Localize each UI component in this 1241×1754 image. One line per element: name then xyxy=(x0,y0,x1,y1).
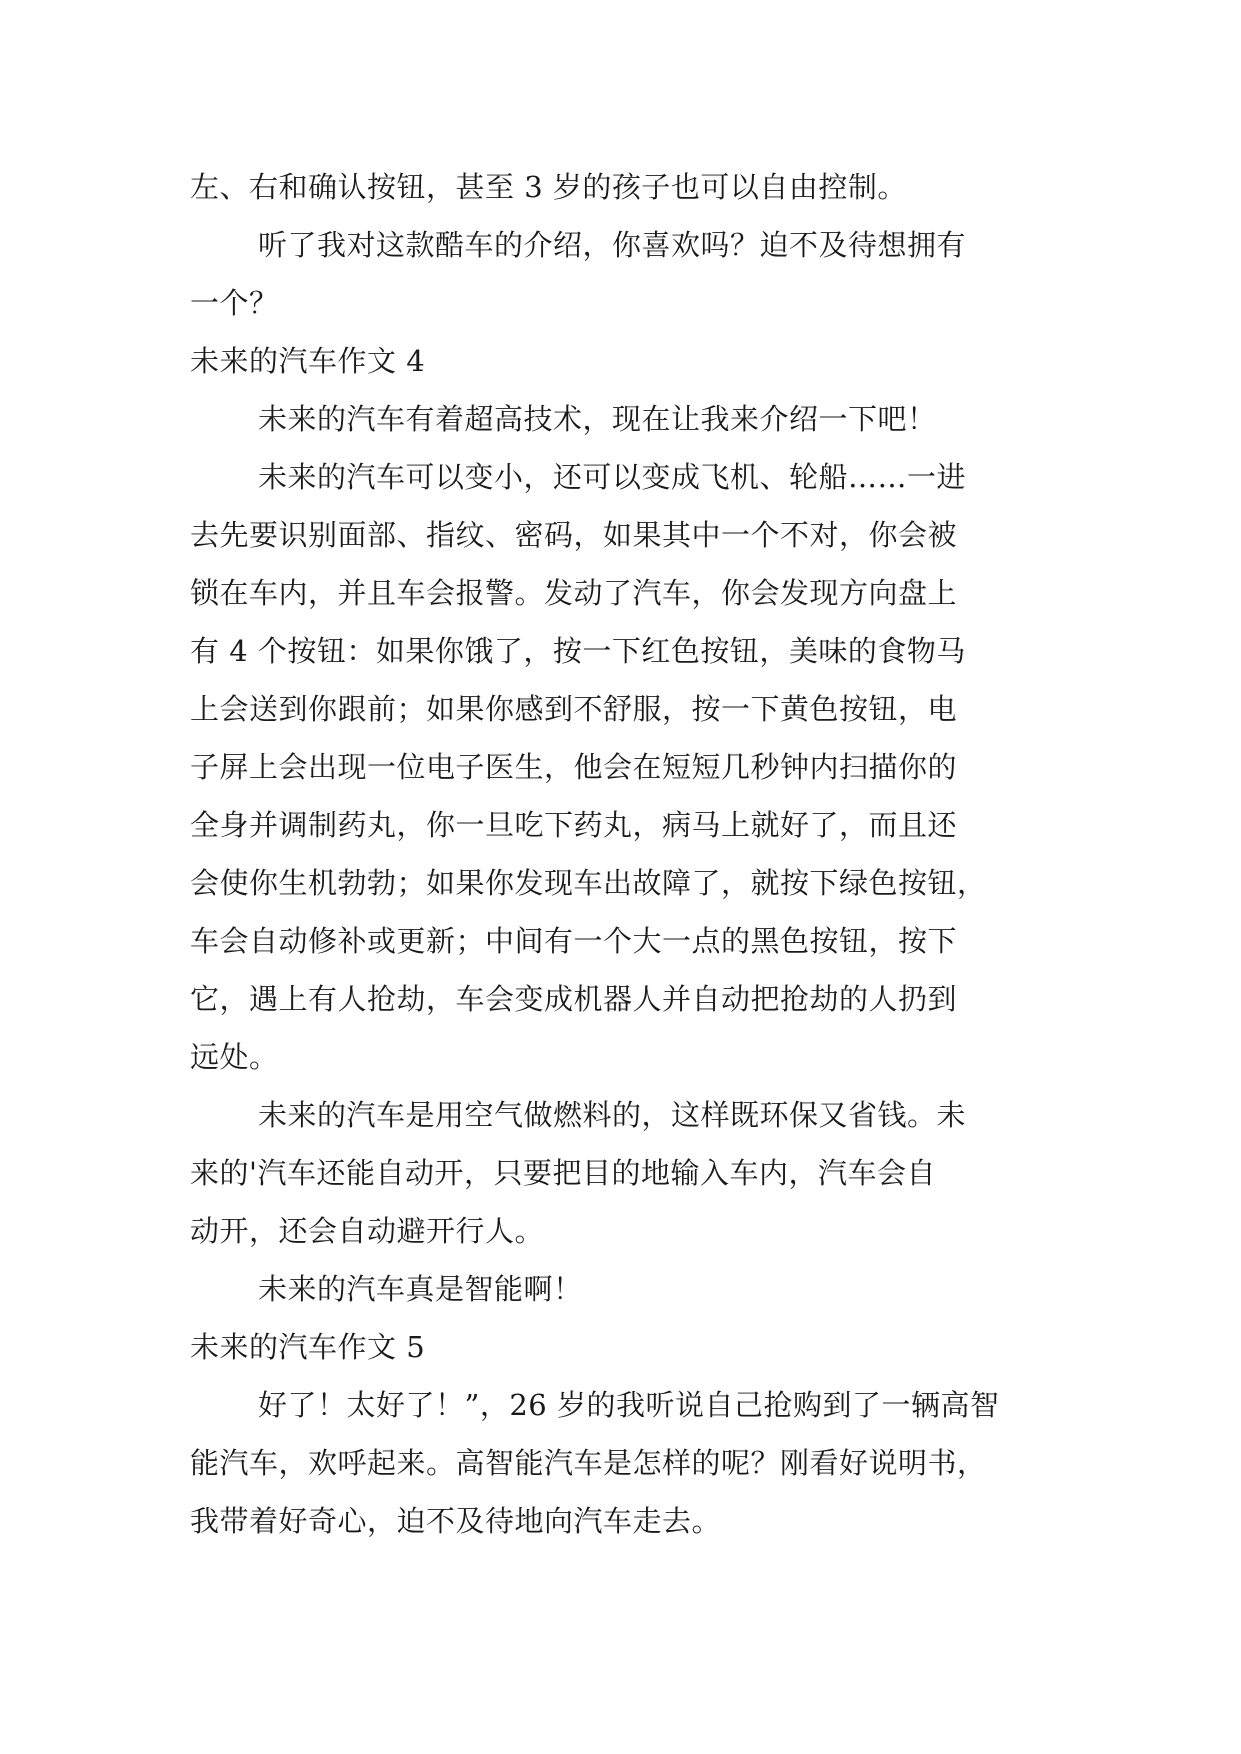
text-line: 未来的汽车可以变小，还可以变成飞机、轮船……一进 xyxy=(258,460,967,494)
text-line: 子屏上会出现一位电子医生，他会在短短几秒钟内扫描你的 xyxy=(190,750,958,784)
text-line: 全身并调制药丸，你一旦吃下药丸，病马上就好了，而且还 xyxy=(190,808,958,842)
text-line: 能汽车，欢呼起来。高智能汽车是怎样的呢？刚看好说明书， xyxy=(190,1446,987,1480)
text-line: 未来的汽车有着超高技术，现在让我来介绍一下吧！ xyxy=(258,402,937,436)
text-line: 去先要识别面部、指纹、密码，如果其中一个不对，你会被 xyxy=(190,518,958,552)
text-line: 未来的汽车真是智能啊！ xyxy=(258,1272,583,1306)
section-heading: 未来的汽车作文 5 xyxy=(190,1330,426,1364)
text-line: 上会送到你跟前；如果你感到不舒服，按一下黄色按钮，电 xyxy=(190,692,958,726)
text-line: 它，遇上有人抢劫，车会变成机器人并自动把抢劫的人扔到 xyxy=(190,982,958,1016)
text-line: 我带着好奇心，迫不及待地向汽车走去。 xyxy=(190,1504,722,1538)
text-line: 一个？ xyxy=(190,286,279,320)
text-line: 好了！太好了！”，26 岁的我听说自己抢购到了一辆高智 xyxy=(258,1388,1000,1422)
text-line: 远处。 xyxy=(190,1040,279,1074)
section-heading: 未来的汽车作文 4 xyxy=(190,344,426,378)
text-line: 左、右和确认按钮，甚至 3 岁的孩子也可以自由控制。 xyxy=(190,170,907,204)
text-line: 车会自动修补或更新；中间有一个大一点的黑色按钮，按下 xyxy=(190,924,958,958)
text-line: 听了我对这款酷车的介绍，你喜欢吗？迫不及待想拥有 xyxy=(258,228,967,262)
text-line: 动开，还会自动避开行人。 xyxy=(190,1214,545,1248)
text-line: 会使你生机勃勃；如果你发现车出故障了，就按下绿色按钮， xyxy=(190,866,987,900)
text-line: 未来的汽车是用空气做燃料的，这样既环保又省钱。未 xyxy=(258,1098,967,1132)
text-line: 有 4 个按钮：如果你饿了，按一下红色按钮，美味的食物马 xyxy=(190,634,966,668)
text-line: 来的'汽车还能自动开，只要把目的地输入车内，汽车会自 xyxy=(190,1156,936,1190)
document-page xyxy=(190,158,1058,1550)
text-line: 锁在车内，并且车会报警。发动了汽车，你会发现方向盘上 xyxy=(190,576,958,610)
